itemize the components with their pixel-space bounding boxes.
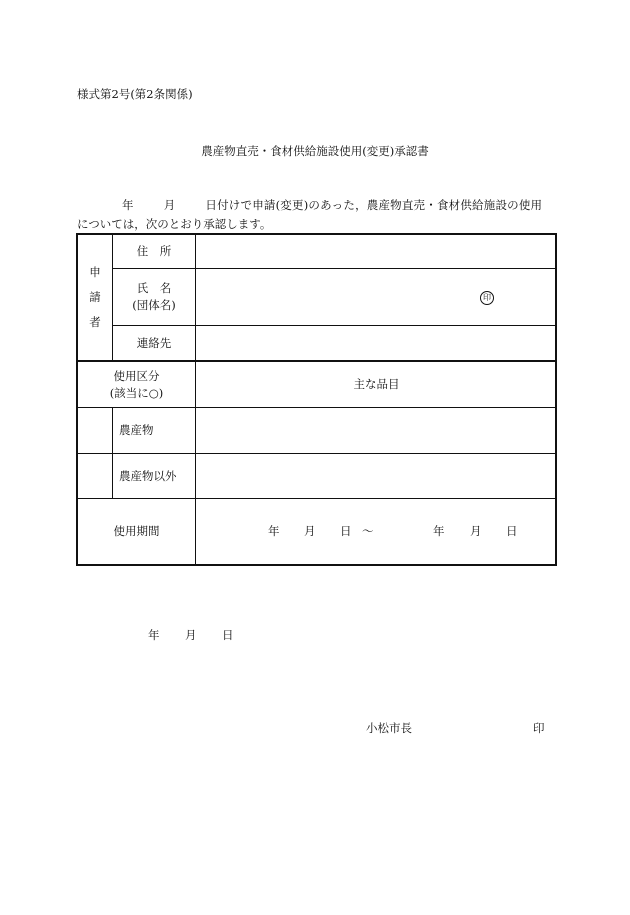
applicant-char: 申 [89,265,101,279]
intro-line-2: については，次のとおり承認します。 [77,217,272,231]
contact-field[interactable] [196,326,557,360]
date-month: 月 [185,628,197,642]
period-from-day: 日 [340,524,352,538]
period-field[interactable] [196,499,557,564]
mayor-seal: 印 [533,721,545,735]
date-day: 日 [222,628,234,642]
name-label [113,269,195,325]
period-from-month: 月 [304,524,316,538]
name-field[interactable] [196,269,557,325]
intro-year: 年 [122,198,134,212]
period-to-year: 年 [433,524,445,538]
document-title: 農産物直売・食材供給施設使用(変更)承認書 [201,144,429,158]
non-agri-check-cell[interactable] [78,454,112,498]
usage-class-label [78,362,195,407]
usage-class-main: 使用区分 [113,368,160,383]
intro-paragraph [77,196,557,234]
period-to-month: 月 [470,524,482,538]
period-separator: 〜 [362,524,374,538]
intro-month: 月 [163,198,176,212]
date-year: 年 [148,628,160,642]
applicant-char: 請 [89,290,101,304]
seal-stamp-icon: 印 [480,291,494,305]
period-from-year: 年 [268,524,280,538]
applicant-heading [78,235,112,360]
main-items-label: 主な品目 [353,377,400,391]
name-label-sub: (団体名) [132,298,176,312]
intro-line-1 [77,196,557,215]
non-agri-items-field[interactable] [196,454,557,498]
address-label: 住 所 [136,244,172,258]
intro-rest: 日付けで申請(変更)のあった，農産物直売・食材供給施設の使用 [205,198,543,212]
approval-form-table [76,233,557,566]
period-to-day: 日 [506,524,518,538]
name-label-main: 氏 名 [136,281,172,295]
agri-label: 農産物 [119,423,154,437]
period-label: 使用期間 [113,524,160,538]
address-field[interactable] [196,235,557,268]
form-number: 様式第2号(第2条関係) [77,87,193,101]
contact-label: 連絡先 [136,335,172,350]
usage-class-sub: (該当に○) [109,385,164,400]
approval-date [148,627,259,643]
applicant-char: 者 [89,315,101,329]
agri-items-field[interactable] [196,408,557,453]
mayor-title: 小松市長 [366,721,412,735]
agri-check-cell[interactable] [78,408,112,453]
non-agri-label: 農産物以外 [119,468,177,483]
